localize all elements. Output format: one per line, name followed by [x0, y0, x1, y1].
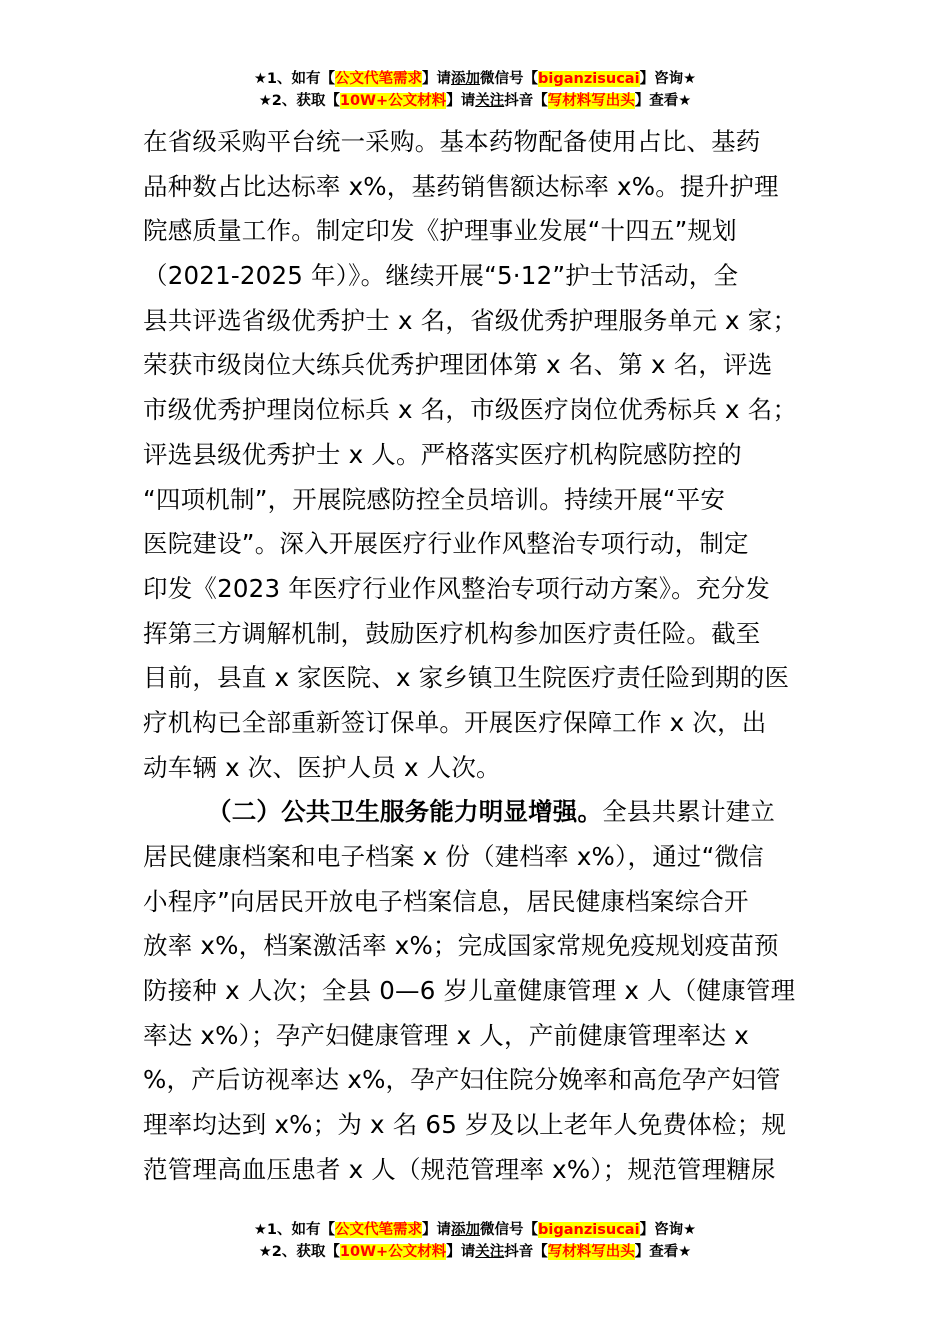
body-line: 理率均达到 x%；为 x 名 65 岁及以上老年人免费体检；规: [143, 1110, 787, 1140]
body-line: 品种数占比达标率 x%，基药销售额达标率 x%。提升护理: [143, 171, 779, 201]
body-line: 小程序”向居民开放电子档案信息，居民健康档案综合开: [143, 886, 749, 916]
body-line: 挥第三方调解机制，鼓励医疗机构参加医疗责任险。截至: [143, 618, 761, 648]
notice-text: 】咨询★: [639, 71, 697, 87]
notice-text: 】咨询★: [639, 1222, 697, 1238]
notice-text: 微信号【: [480, 1222, 539, 1238]
notice-underlined: 添加: [451, 1222, 481, 1238]
body-line: 范管理高血压患者 x 人（规范管理率 x%）；规范管理糖尿: [143, 1154, 776, 1184]
notice-line-2: [0, 1241, 950, 1263]
body-line: 荣获市级岗位大练兵优秀护理团体第 x 名、第 x 名，评选: [143, 350, 773, 380]
body-line: （2021-2025 年）》。继续开展“5·12”护士节活动，全: [143, 261, 739, 291]
body-line: 评选县级优秀护士 x 人。严格落实医疗机构院感防控的: [143, 439, 742, 469]
notice-text: 】查看★: [634, 93, 692, 109]
highlight-materials: 10W+公文材料: [339, 93, 447, 109]
body-line: 院感质量工作。制定印发《护理事业发展“十四五”规划: [143, 216, 737, 246]
notice-text: ★1、如有【: [253, 71, 336, 87]
section-heading-rest: 全县共累计建立: [602, 797, 776, 827]
notice-text: 】查看★: [634, 1244, 692, 1260]
body-line: 医院建设”。深入开展医疗行业作风整治专项行动，制定: [143, 529, 749, 559]
body-line: 防接种 x 人次；全县 0—6 岁儿童健康管理 x 人（健康管理: [143, 976, 796, 1006]
notice-text: ★1、如有【: [253, 1222, 336, 1238]
notice-text: 抖音【: [504, 93, 548, 109]
highlight-douyin: 写材料写出头: [547, 93, 635, 109]
header-notice: [0, 68, 950, 112]
body-line: 疗机构已全部重新签订保单。开展医疗保障工作 x 次，出: [143, 707, 767, 737]
notice-line-1: [0, 68, 950, 90]
body-line: “四项机制”，开展院感防控全员培训。持续开展“平安: [143, 484, 726, 514]
notice-text: 】请: [422, 71, 452, 87]
highlight-service: 公文代笔需求: [335, 1222, 423, 1238]
body-line: 县共评选省级优秀护士 x 名，省级优秀护理服务单元 x 家；: [143, 305, 798, 335]
body-line: 市级优秀护理岗位标兵 x 名，市级医疗岗位优秀标兵 x 名；: [143, 395, 798, 425]
highlight-douyin: 写材料写出头: [547, 1244, 635, 1260]
highlight-service: 公文代笔需求: [335, 71, 423, 87]
body-line: 居民健康档案和电子档案 x 份（建档率 x%），通过“微信: [143, 842, 764, 871]
notice-text: 抖音【: [504, 1244, 548, 1260]
highlight-wechat-id: biganzisucai: [538, 1222, 640, 1238]
section-heading-line: [143, 790, 809, 835]
body-line: 在省级采购平台统一采购。基本药物配备使用占比、基药: [143, 127, 761, 156]
highlight-materials: 10W+公文材料: [339, 1244, 447, 1260]
body-line: 率达 x%）；孕产妇健康管理 x 人，产前健康管理率达 x: [143, 1020, 749, 1050]
body-line: 动车辆 x 次、医护人员 x 人次。: [143, 752, 501, 782]
body-line: 目前，县直 x 家医院、x 家乡镇卫生院医疗责任险到期的医: [143, 663, 790, 693]
notice-text: ★2、获取【: [258, 1244, 340, 1260]
footer-notice: [0, 1219, 950, 1263]
notice-text: 】请: [446, 93, 476, 109]
highlight-wechat-id: biganzisucai: [538, 71, 640, 87]
notice-text: 】请: [422, 1222, 452, 1238]
section-heading: （二）公共卫生服务能力明显增强。: [207, 797, 603, 827]
notice-line-1: [0, 1219, 950, 1241]
notice-underlined: 添加: [451, 71, 481, 87]
notice-underlined: 关注: [475, 93, 505, 109]
notice-text: ★2、获取【: [258, 93, 340, 109]
document-body: [143, 120, 809, 1193]
notice-underlined: 关注: [475, 1244, 505, 1260]
notice-line-2: [0, 90, 950, 112]
body-line: 印发《2023 年医疗行业作风整治专项行动方案》。充分发: [143, 573, 770, 603]
notice-text: 】请: [446, 1244, 476, 1260]
body-line: %，产后访视率达 x%，孕产妇住院分娩率和高危孕产妇管: [143, 1065, 781, 1095]
body-line: 放率 x%，档案激活率 x%；完成国家常规免疫规划疫苗预: [143, 931, 779, 961]
notice-text: 微信号【: [480, 71, 539, 87]
